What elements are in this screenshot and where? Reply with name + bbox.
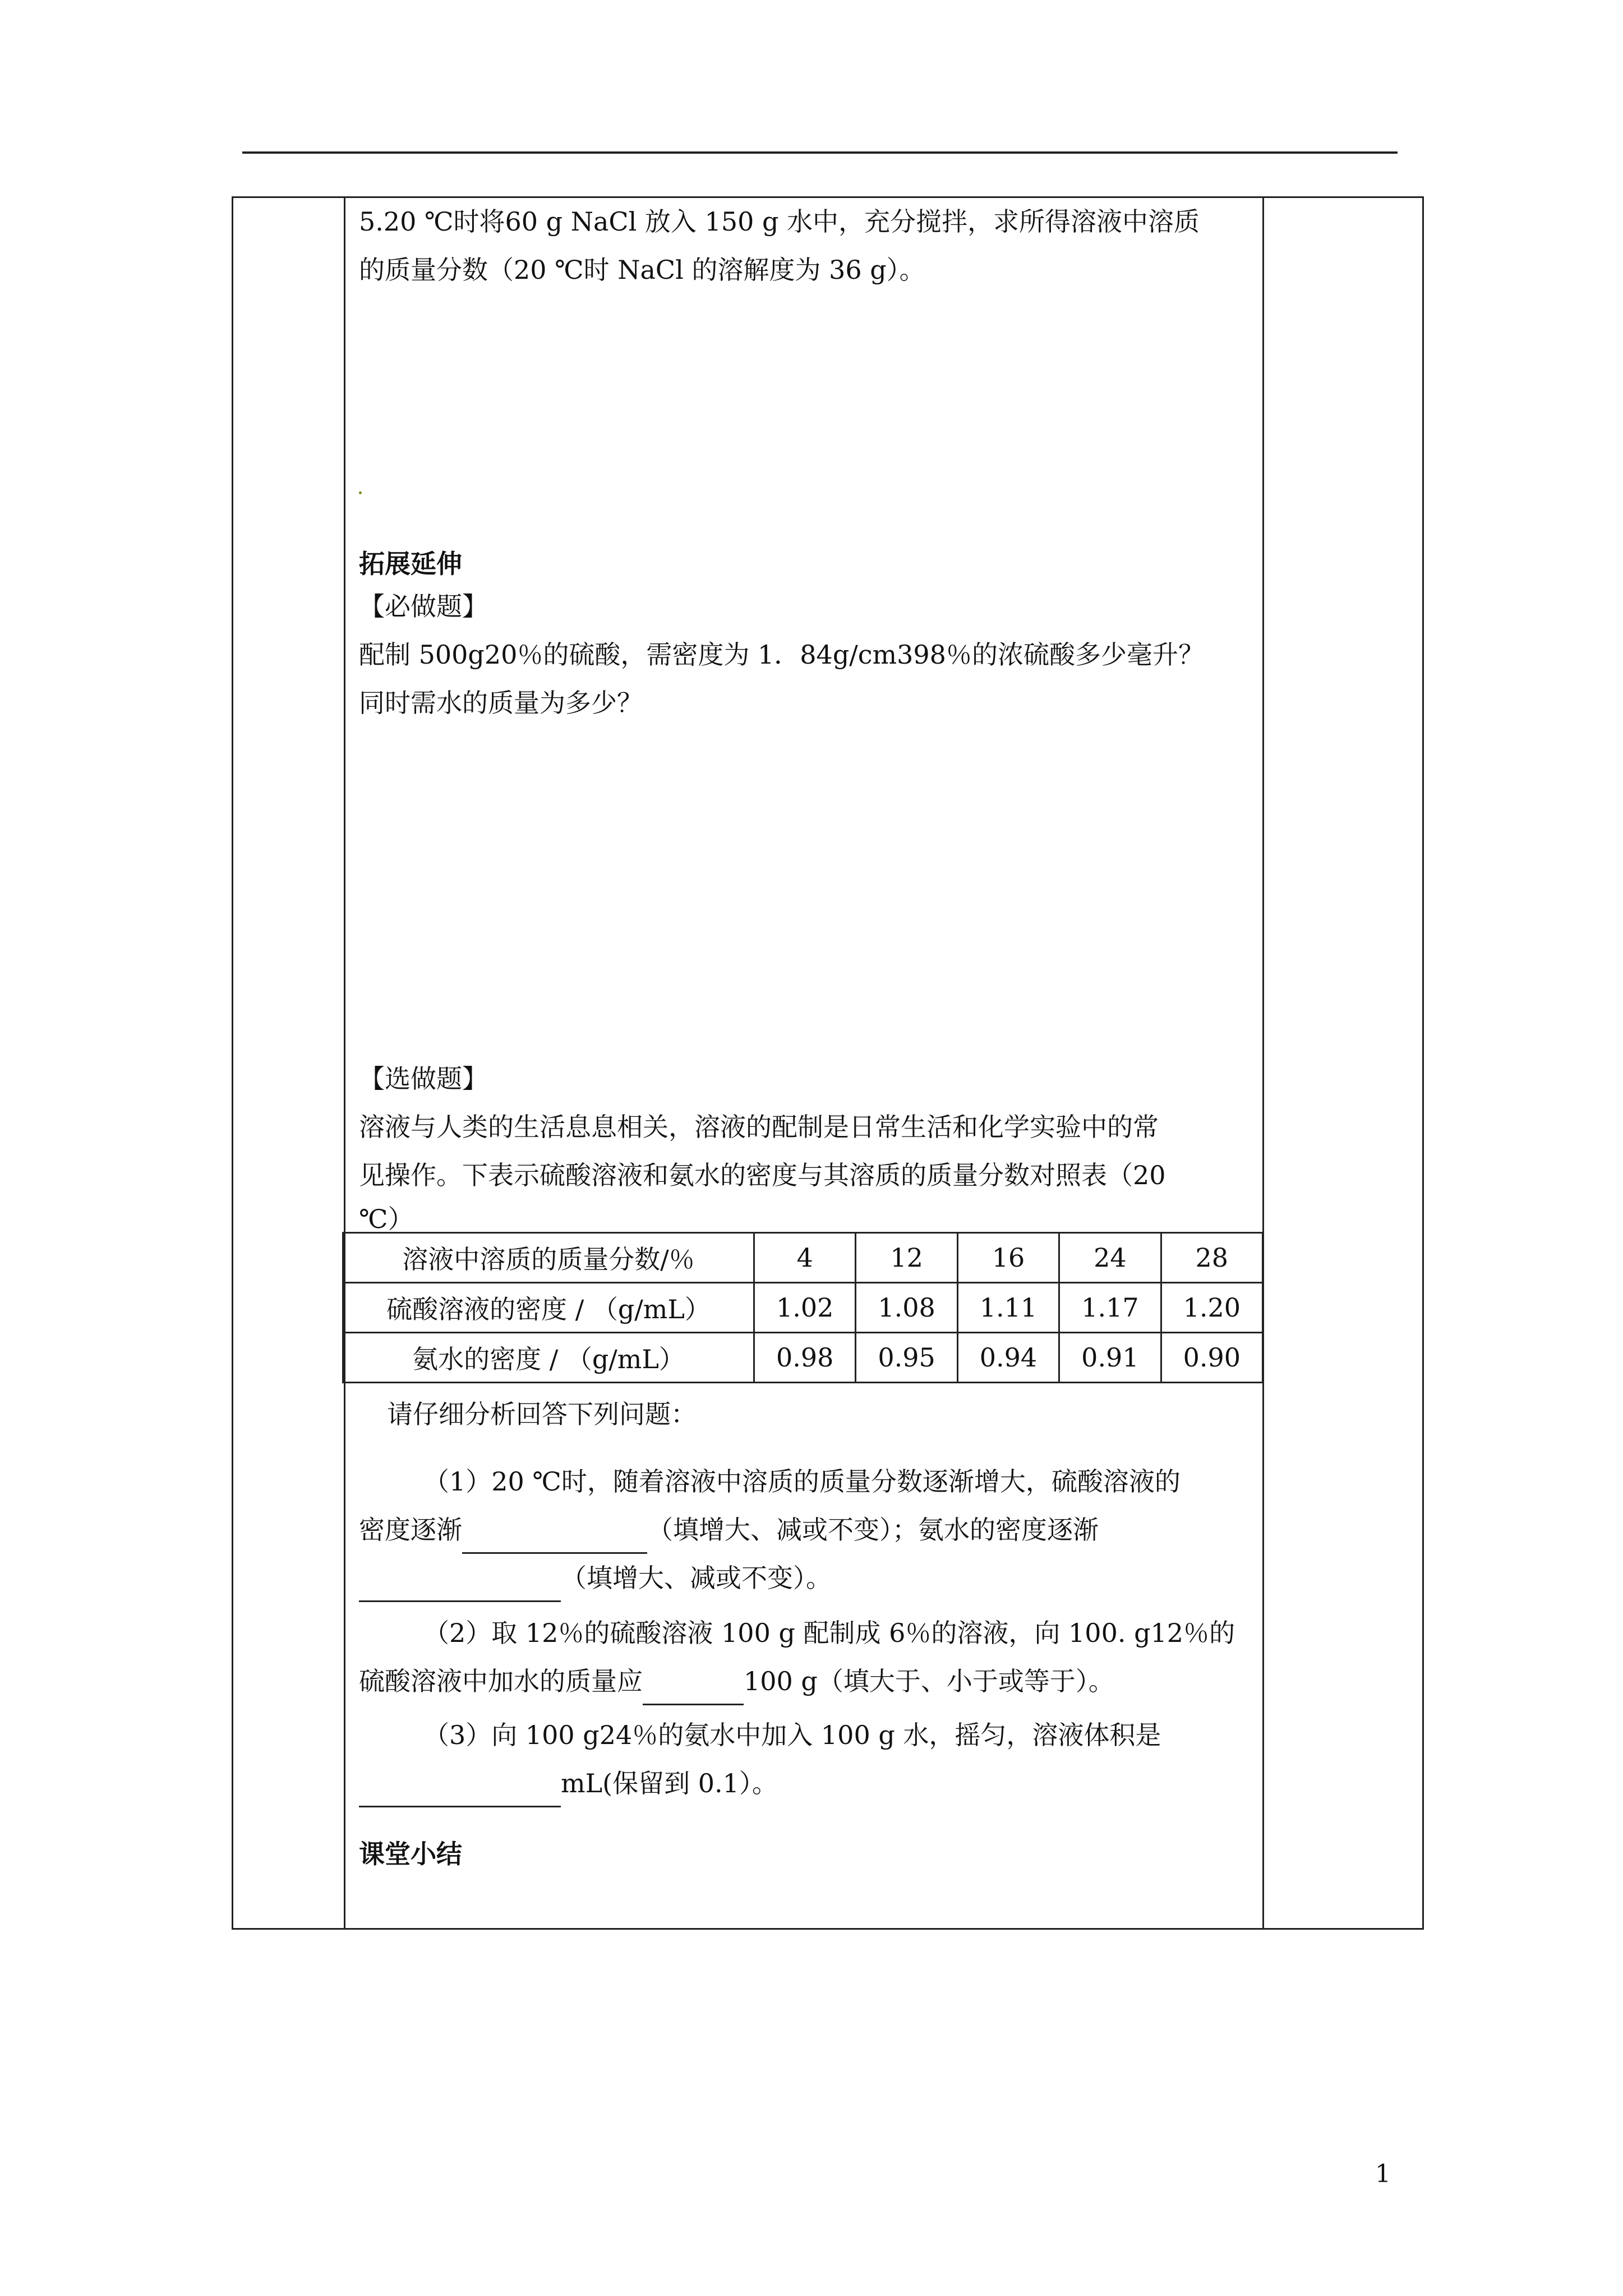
questions-intro: 请仔细分析回答下列问题： [387, 1399, 697, 1429]
question-5-line-1: 5.20 ℃时将60 g NaCl 放入 150 g 水中，充分搅拌，求所得溶液中溶质 [359, 206, 1200, 237]
table-cell: 0.98 [754, 1333, 856, 1383]
page-number: 1 [1375, 2160, 1391, 2188]
answer-blank-1[interactable] [462, 1519, 647, 1554]
table-cell: 4 [754, 1233, 856, 1283]
q2-line-1: （2）取 12％的硫酸溶液 100 g 配制成 6％的溶液，向 100. g12％的 [423, 1618, 1235, 1648]
question-3 [359, 1711, 1256, 1807]
optional-line-2: 见操作。下表示硫酸溶液和氨水的密度与其溶质的质量分数对照表（20 [359, 1160, 1166, 1190]
table-cell: 0.94 [957, 1333, 1059, 1383]
q1-line-1: （1）20 ℃时，随着溶液中溶质的质量分数逐渐增大，硫酸溶液的 [423, 1466, 1181, 1497]
q3-line-2 [359, 1759, 1256, 1807]
table-cell: 16 [957, 1233, 1059, 1283]
required-heading: 【必做题】 [359, 591, 488, 622]
q1-line-3-text: （填增大、减或不变）。 [561, 1563, 832, 1593]
row-label: 硫酸溶液的密度 / （g/mL） [343, 1283, 754, 1333]
optional-heading: 【选做题】 [359, 1064, 488, 1094]
table-cell: 1.08 [856, 1283, 957, 1333]
table-cell: 1.17 [1059, 1283, 1161, 1333]
table-cell: 12 [856, 1233, 957, 1283]
header-rule [242, 151, 1398, 154]
table-cell: 0.90 [1161, 1333, 1262, 1383]
answer-blank-2[interactable] [359, 1567, 561, 1602]
density-table [342, 1232, 1264, 1383]
left-column-divider [344, 198, 345, 1928]
q1-line-2 [359, 1506, 1256, 1554]
question-5 [359, 197, 1256, 294]
table-cell: 24 [1059, 1233, 1161, 1283]
q1-line-3 [359, 1554, 1256, 1602]
question-5-line-2: 的质量分数（20 ℃时 NaCl 的溶解度为 36 g）。 [359, 255, 925, 285]
extension-heading: 拓展延伸 [359, 549, 462, 579]
table-cell: 0.91 [1059, 1333, 1161, 1383]
table-cell: 1.02 [754, 1283, 856, 1333]
question-1 [359, 1457, 1256, 1602]
answer-blank-4[interactable] [359, 1772, 561, 1807]
q2-line-2-text-a: 硫酸溶液中加水的质量应 [359, 1666, 643, 1696]
table-cell: 0.95 [856, 1333, 957, 1383]
table-row [343, 1333, 1263, 1383]
stray-dot [359, 491, 362, 494]
right-column-divider [1262, 198, 1264, 1928]
question-2 [359, 1609, 1256, 1705]
optional-line-1: 溶液与人类的生活息息相关，溶液的配制是日常生活和化学实验中的常 [359, 1112, 1159, 1142]
table-cell: 1.20 [1161, 1283, 1262, 1333]
extension-section [359, 540, 1256, 727]
required-line-1: 配制 500g20％的硫酸，需密度为 1．84g/cm398％的浓硫酸多少毫升？ [359, 639, 1204, 670]
row-label: 氨水的密度 / （g/mL） [343, 1333, 754, 1383]
required-line-2: 同时需水的质量为多少？ [359, 688, 643, 718]
table-cell: 28 [1161, 1233, 1262, 1283]
q1-line-2-text-a: 密度逐渐 [359, 1515, 462, 1545]
answer-blank-3[interactable] [643, 1670, 744, 1705]
summary-heading: 课堂小结 [359, 1839, 462, 1869]
optional-line-3: ℃） [359, 1204, 414, 1234]
q2-line-2 [359, 1657, 1256, 1705]
q1-line-2-text-b: （填增大、减或不变）；氨水的密度逐渐 [647, 1515, 1099, 1545]
row-label: 溶液中溶质的质量分数/％ [343, 1233, 754, 1283]
table-row [343, 1283, 1263, 1333]
q2-line-2-text-b: 100 g（填大于、小于或等于）。 [744, 1666, 1114, 1696]
q3-line-2-text: mL(保留到 0.1）。 [561, 1768, 778, 1798]
optional-section [359, 1055, 1256, 1239]
q3-line-1: （3）向 100 g24％的氨水中加入 100 g 水，摇匀，溶液体积是 [423, 1720, 1161, 1750]
table-row [343, 1233, 1263, 1283]
table-cell: 1.11 [957, 1283, 1059, 1333]
